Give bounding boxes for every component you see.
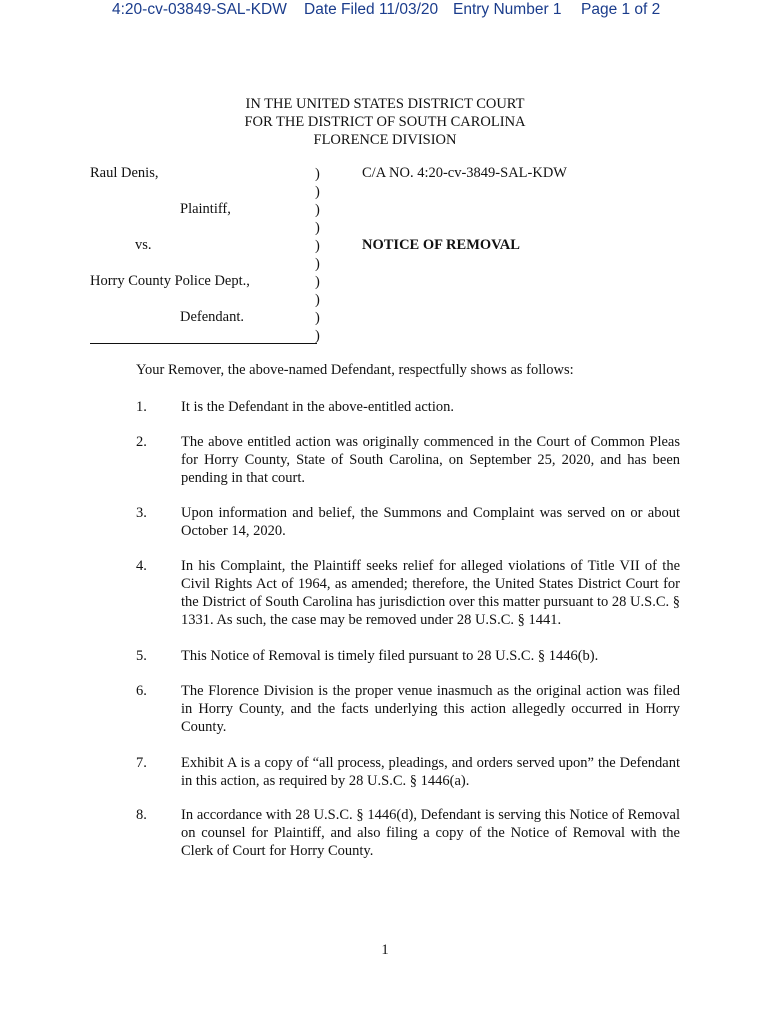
document-title: NOTICE OF REMOVAL — [362, 237, 520, 253]
caption-paren: ) — [315, 202, 320, 218]
civil-action-number: C/A NO. 4:20-cv-3849-SAL-KDW — [362, 165, 567, 181]
paragraph-number: 2. — [136, 434, 147, 450]
paragraph-number: 5. — [136, 648, 147, 664]
numbered-paragraph — [136, 504, 680, 540]
ecf-filing-header — [0, 0, 770, 22]
paragraph-number: 4. — [136, 558, 147, 574]
versus-label: vs. — [135, 237, 152, 253]
numbered-paragraph — [136, 398, 680, 416]
caption-paren: ) — [315, 310, 320, 326]
numbered-paragraph — [136, 754, 680, 790]
caption-paren: ) — [315, 328, 320, 344]
paragraph-text: Upon information and belief, the Summons and Complaint was served on or about October 14, 2020. — [181, 505, 680, 539]
header-case-number: 4:20-cv-03849-SAL-KDW — [112, 1, 287, 18]
court-line-2: FOR THE DISTRICT OF SOUTH CAROLINA — [244, 114, 526, 130]
court-line-3: FLORENCE DIVISION — [313, 132, 457, 148]
paragraph-number: 8. — [136, 807, 147, 823]
numbered-paragraph — [136, 682, 680, 736]
caption-paren: ) — [315, 166, 320, 182]
caption-paren-column — [315, 165, 327, 345]
plaintiff-name: Raul Denis, — [90, 165, 159, 181]
paragraph-number: 6. — [136, 683, 147, 699]
paragraph-number: 7. — [136, 755, 147, 771]
numbered-paragraph — [136, 433, 680, 487]
header-date-filed: Date Filed 11/03/20 — [304, 1, 439, 18]
plaintiff-role: Plaintiff, — [180, 201, 231, 217]
paragraph-text: It is the Defendant in the above-entitled action. — [181, 399, 454, 415]
header-page-of: Page 1 of 2 — [581, 1, 661, 18]
numbered-paragraph — [136, 647, 680, 665]
paragraph-text: The above entitled action was originally commenced in the Court of Common Pleas for Horry County, State of South Carolina, on September 25, 2020, and has been pending in that court. — [181, 434, 680, 486]
intro-sentence: Your Remover, the above-named Defendant, respectfully shows as follows: — [136, 362, 574, 378]
defendant-name: Horry County Police Dept., — [90, 273, 250, 289]
paragraph-text: Exhibit A is a copy of “all process, pleadings, and orders served upon” the Defendant in this action, as required by 28 U.S.C. § 1446(a). — [181, 755, 680, 789]
court-heading — [0, 95, 770, 149]
caption-paren: ) — [315, 292, 320, 308]
numbered-paragraph — [136, 806, 680, 860]
paragraph-text: In accordance with 28 U.S.C. § 1446(d), Defendant is serving this Notice of Removal on counsel for Plaintiff, and also filing a copy of the Notice of Removal with the Clerk of Court for Horry County. — [181, 807, 680, 859]
paragraph-text: This Notice of Removal is timely filed pursuant to 28 U.S.C. § 1446(b). — [181, 648, 599, 664]
numbered-paragraph — [136, 557, 680, 629]
case-caption — [90, 165, 690, 345]
defendant-role: Defendant. — [180, 309, 245, 325]
caption-paren: ) — [315, 184, 320, 200]
paragraph-text: In his Complaint, the Plaintiff seeks relief for alleged violations of Title VII of the Civil Rights Act of 1964, as amended; therefore, the United States District Court for the District of South Carolina has jurisdiction over this matter pursuant to 28 U.S.C. § 1331. As such, the case may be removed under 28 U.S.C. § 1441. — [181, 558, 680, 628]
caption-divider — [90, 343, 317, 344]
paragraph-number: 1. — [136, 399, 147, 415]
paragraph-text: The Florence Division is the proper venue inasmuch as the original action was filed in Horry County, and the facts underlying this action allegedly occurred in Horry County. — [181, 683, 680, 735]
page-number: 1 — [381, 942, 389, 958]
header-entry-number: Entry Number 1 — [453, 1, 562, 18]
caption-paren: ) — [315, 220, 320, 236]
caption-paren: ) — [315, 256, 320, 272]
court-line-1: IN THE UNITED STATES DISTRICT COURT — [245, 96, 525, 112]
paragraph-number: 3. — [136, 505, 147, 521]
caption-paren: ) — [315, 274, 320, 290]
caption-paren: ) — [315, 238, 320, 254]
